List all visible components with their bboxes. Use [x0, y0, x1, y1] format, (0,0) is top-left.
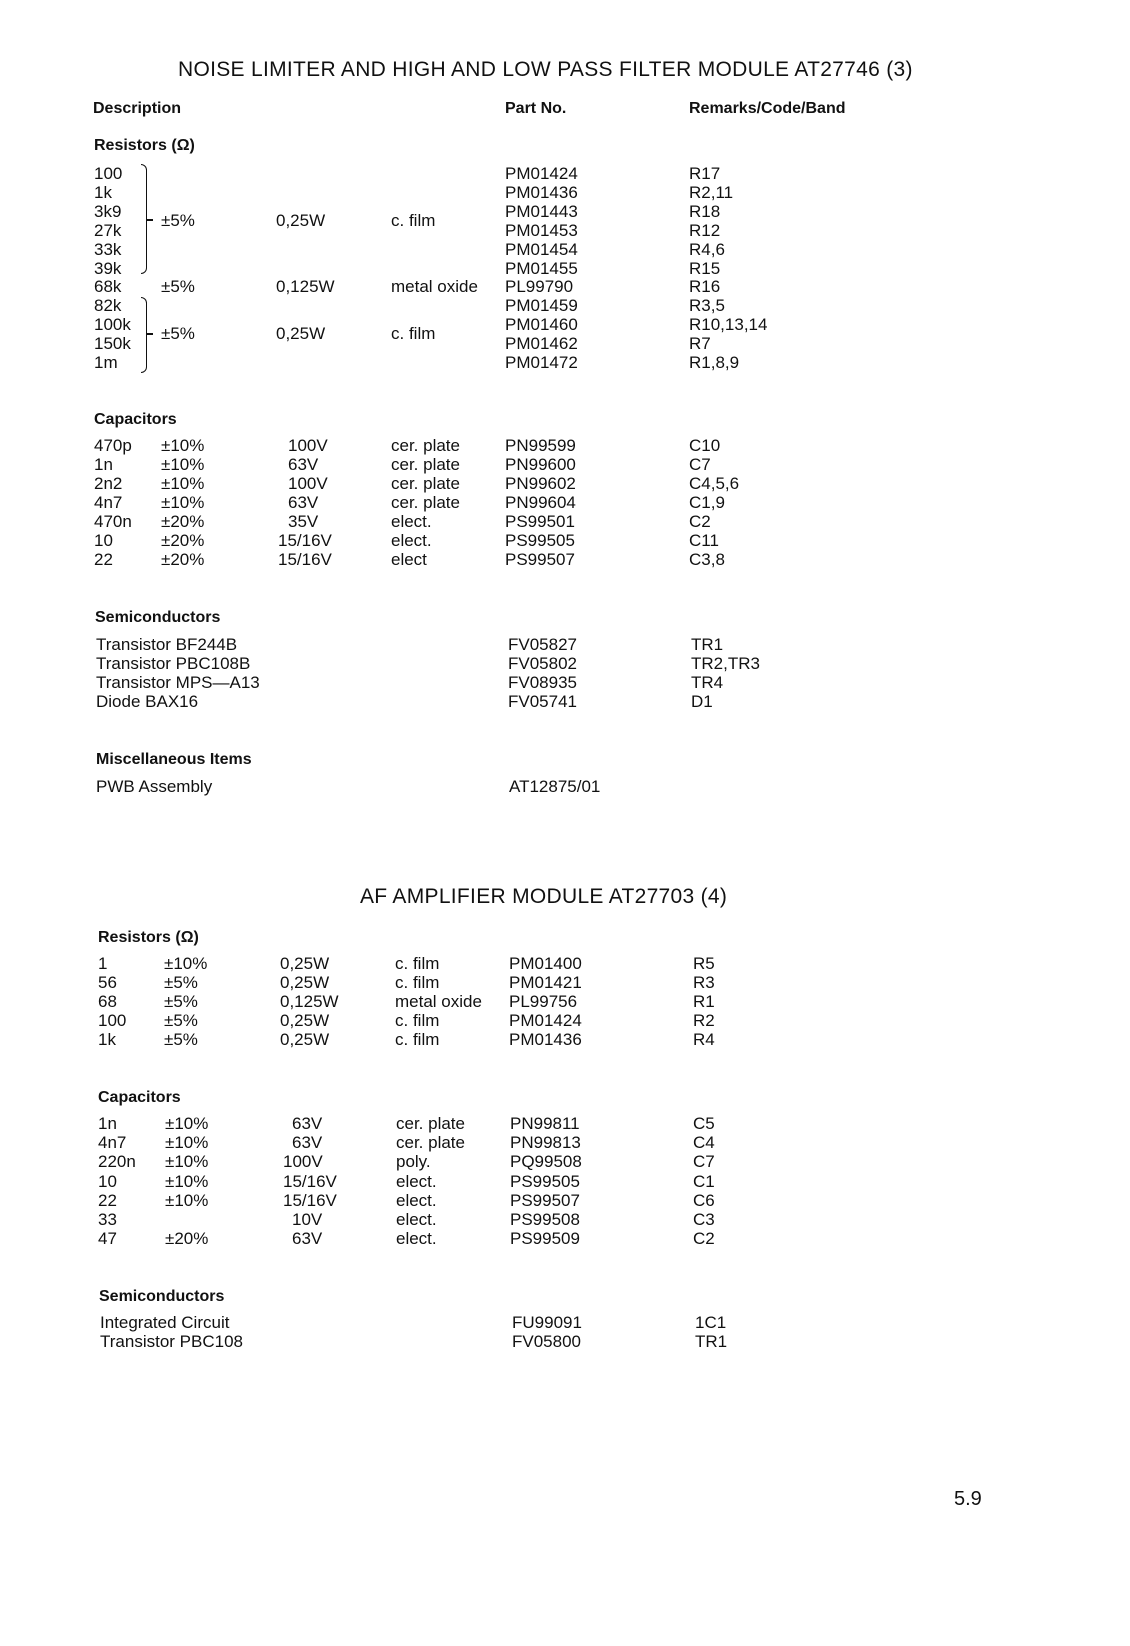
resistor-group-power: 0,125W — [276, 277, 335, 296]
semiconductor-remark: 1C1 — [695, 1313, 727, 1332]
semiconductor-description: Transistor PBC108B — [96, 654, 251, 673]
resistor-remark: R16 — [689, 277, 721, 297]
resistor-cell: c. film — [395, 1011, 440, 1030]
capacitor-cell: PS99501 — [505, 512, 575, 531]
capacitor-cell: cer. plate — [391, 493, 460, 512]
resistor-cell: R3 — [693, 973, 715, 992]
capacitor-cell: PS99505 — [505, 531, 575, 550]
resistor-cell: R4 — [693, 1030, 715, 1049]
capacitor-cell: C3 — [693, 1210, 715, 1229]
resistor-cell: ±5% — [164, 992, 198, 1011]
capacitor-cell: 10V — [292, 1210, 323, 1229]
capacitor-cell: ±20% — [161, 550, 205, 569]
capacitor-cell: cer. plate — [391, 436, 460, 455]
column-header-remarks: Remarks/Code/Band — [689, 100, 846, 117]
capacitor-cell: ±10% — [165, 1152, 209, 1172]
resistor-cell: ±10% — [164, 954, 208, 973]
capacitor-cell: C2 — [689, 512, 711, 531]
section-title: NOISE LIMITER AND HIGH AND LOW PASS FILTER MODULE AT27746 (3) — [178, 58, 913, 81]
semiconductor-part-number: FV05800 — [512, 1332, 581, 1351]
resistor-part-number: PM01453 — [505, 220, 578, 240]
resistor-cell: PL99756 — [509, 992, 578, 1011]
resistor-part-number: PM01472 — [505, 353, 578, 372]
capacitor-cell: elect. — [396, 1171, 437, 1191]
capacitor-cell: elect. — [396, 1190, 437, 1210]
resistor-cell: PM01421 — [509, 973, 582, 992]
semiconductor-part-number: FV05741 — [508, 692, 577, 711]
resistor-cell: 0,25W — [280, 1011, 330, 1030]
resistor-remark: R2,11 — [689, 182, 734, 202]
semiconductor-remark: TR4 — [691, 673, 724, 692]
resistor-cell: R5 — [693, 954, 715, 973]
capacitor-cell: elect. — [396, 1229, 437, 1249]
capacitor-cell: ±10% — [165, 1114, 209, 1133]
capacitor-cell: 63V — [292, 1133, 323, 1153]
resistor-group-tol: ±5% — [161, 211, 195, 230]
resistor-remark: R15 — [689, 258, 721, 278]
capacitors-heading: Capacitors — [98, 1089, 181, 1106]
resistor-part-number: PM01443 — [505, 201, 578, 221]
capacitor-cell: C7 — [689, 455, 711, 474]
semiconductor-description: Transistor PBC108 — [100, 1332, 243, 1351]
capacitor-cell: 35V — [288, 512, 319, 531]
resistors-heading: Resistors (Ω) — [98, 929, 199, 946]
capacitor-cell: poly. — [396, 1152, 431, 1172]
resistor-part-number: PM01424 — [505, 164, 578, 183]
resistor-cell: R1 — [693, 992, 715, 1011]
resistor-group-type: c. film — [391, 324, 436, 343]
resistor-part-number: PM01455 — [505, 258, 578, 278]
resistor-cell: 0,25W — [280, 1030, 330, 1049]
resistor-cell: 0,125W — [280, 992, 339, 1011]
semiconductor-description: Integrated Circuit — [100, 1313, 230, 1332]
resistor-cell: c. film — [395, 1030, 440, 1049]
resistor-group-type: c. film — [391, 211, 436, 230]
capacitor-cell: 15/16V — [278, 531, 332, 550]
resistor-value: 33k — [94, 239, 122, 259]
resistor-group-tol: ±5% — [161, 324, 195, 343]
capacitor-cell: C3,8 — [689, 550, 725, 569]
resistor-remark: R10,13,14 — [689, 315, 768, 335]
resistor-cell: 1 — [98, 954, 108, 973]
resistor-cell: metal oxide — [395, 992, 482, 1011]
misc-heading: Miscellaneous Items — [96, 751, 252, 768]
resistor-part-number: PM01460 — [505, 315, 578, 335]
resistor-value: 82k — [94, 296, 122, 316]
capacitor-cell: 1n — [98, 1114, 117, 1133]
resistor-value: 27k — [94, 220, 122, 240]
capacitor-cell: C4,5,6 — [689, 474, 740, 493]
capacitor-cell: 10 — [98, 1171, 117, 1191]
resistor-cell: 68 — [98, 992, 117, 1011]
resistor-remark: R18 — [689, 201, 721, 221]
capacitor-cell: ±10% — [161, 493, 205, 512]
resistor-remark: R1,8,9 — [689, 353, 740, 372]
capacitor-cell: cer. plate — [396, 1114, 465, 1133]
capacitor-cell: PN99599 — [505, 436, 576, 455]
resistor-group-power: 0,25W — [276, 324, 326, 343]
misc-part-number: AT12875/01 — [509, 777, 601, 796]
semiconductor-part-number: FU99091 — [512, 1313, 582, 1332]
capacitor-cell: 63V — [292, 1229, 323, 1249]
resistor-remark: R4,6 — [689, 239, 725, 259]
resistor-remark: R17 — [689, 164, 721, 183]
semiconductor-description: Transistor MPS—A13 — [96, 673, 260, 692]
capacitor-cell: C11 — [689, 531, 719, 550]
resistor-value: 1k — [94, 182, 112, 202]
resistor-value: 1m — [94, 353, 118, 372]
resistor-cell: PM01424 — [509, 1011, 582, 1030]
resistor-cell: c. film — [395, 954, 440, 973]
resistor-value: 68k — [94, 277, 122, 297]
resistor-cell: 0,25W — [280, 954, 330, 973]
resistor-group-brace-tip — [147, 333, 153, 335]
resistor-group-brace-tip — [147, 219, 153, 221]
capacitor-cell: 63V — [292, 1114, 323, 1133]
capacitor-cell: 22 — [94, 550, 113, 569]
semiconductor-remark: TR1 — [691, 635, 724, 654]
resistor-value: 39k — [94, 258, 122, 278]
resistor-cell: PM01400 — [509, 954, 582, 973]
capacitor-cell: C1,9 — [689, 493, 725, 512]
resistor-value: 3k9 — [94, 201, 122, 221]
semiconductors-heading: Semiconductors — [99, 1288, 225, 1305]
capacitor-cell: PN99604 — [505, 493, 576, 512]
resistor-value: 150k — [94, 334, 131, 354]
column-header-description: Description — [93, 100, 182, 117]
resistor-cell: 1k — [98, 1030, 116, 1049]
resistor-group-power: 0,25W — [276, 211, 326, 230]
resistor-group-type: metal oxide — [391, 277, 478, 296]
capacitor-cell: ±20% — [161, 531, 205, 550]
capacitor-cell: C7 — [693, 1152, 715, 1172]
capacitor-cell: cer. plate — [391, 455, 460, 474]
capacitor-cell: C4 — [693, 1133, 715, 1153]
capacitor-cell: C2 — [693, 1229, 715, 1249]
section-title: AF AMPLIFIER MODULE AT27703 (4) — [360, 885, 728, 908]
capacitor-cell: cer. plate — [391, 474, 460, 493]
semiconductor-part-number: FV05802 — [508, 654, 577, 673]
capacitor-cell: ±10% — [161, 455, 205, 474]
resistor-cell: PM01436 — [509, 1030, 582, 1049]
capacitor-cell: PS99505 — [510, 1171, 580, 1191]
resistor-remark: R7 — [689, 334, 711, 354]
resistor-part-number: PL99790 — [505, 277, 574, 297]
capacitor-cell: 470p — [94, 436, 132, 455]
capacitor-cell: ±10% — [161, 474, 205, 493]
capacitors-heading: Capacitors — [94, 411, 177, 428]
capacitor-cell: 100V — [283, 1152, 323, 1172]
resistor-cell: ±5% — [164, 1011, 198, 1030]
capacitor-cell: 33 — [98, 1210, 117, 1229]
capacitor-cell: C1 — [693, 1171, 715, 1191]
resistor-cell: 100 — [98, 1011, 127, 1030]
capacitor-cell: PS99508 — [510, 1210, 580, 1229]
capacitor-cell: 1n — [94, 455, 113, 474]
capacitor-cell: 4n7 — [94, 493, 123, 512]
capacitor-cell: 10 — [94, 531, 113, 550]
resistor-cell: 0,25W — [280, 973, 330, 992]
capacitor-cell: 4n7 — [98, 1133, 127, 1153]
resistor-part-number: PM01462 — [505, 334, 578, 354]
capacitor-cell: 2n2 — [94, 474, 123, 493]
capacitor-cell: PN99602 — [505, 474, 576, 493]
resistor-part-number: PM01454 — [505, 239, 578, 259]
semiconductor-description: Diode BAX16 — [96, 692, 199, 711]
capacitor-cell: 15/16V — [283, 1171, 337, 1191]
capacitor-cell: elect. — [391, 512, 432, 531]
semiconductor-remark: TR1 — [695, 1332, 728, 1351]
capacitor-cell: elect. — [391, 531, 432, 550]
capacitor-cell: elect. — [396, 1210, 437, 1229]
capacitor-cell: 100V — [288, 474, 328, 493]
capacitor-cell: PS99509 — [510, 1229, 580, 1249]
capacitor-cell: ±10% — [165, 1171, 209, 1191]
semiconductor-description: Transistor BF244B — [96, 635, 238, 654]
capacitor-cell: 100V — [288, 436, 328, 455]
resistor-group-brace — [141, 297, 147, 373]
semiconductor-part-number: FV05827 — [508, 635, 577, 654]
capacitor-cell: ±20% — [165, 1229, 209, 1249]
capacitor-cell: 22 — [98, 1190, 117, 1210]
capacitor-cell: ±20% — [161, 512, 205, 531]
resistor-cell: ±5% — [164, 973, 198, 992]
capacitor-cell: PN99600 — [505, 455, 576, 474]
semiconductor-part-number: FV08935 — [508, 673, 577, 692]
capacitor-cell: ±10% — [161, 436, 205, 455]
capacitor-cell: C6 — [693, 1190, 715, 1210]
capacitor-cell: 63V — [288, 493, 319, 512]
resistors-heading: Resistors (Ω) — [94, 137, 195, 154]
capacitor-cell: 47 — [98, 1229, 117, 1249]
capacitor-cell: PN99813 — [510, 1133, 581, 1153]
misc-description: PWB Assembly — [96, 777, 213, 796]
capacitor-cell: PS99507 — [505, 550, 575, 569]
capacitor-cell: ±10% — [165, 1133, 209, 1153]
resistor-remark: R3,5 — [689, 296, 725, 316]
capacitor-cell: PS99507 — [510, 1190, 580, 1210]
capacitor-cell: PN99811 — [510, 1114, 580, 1133]
resistor-group-tol: ±5% — [161, 277, 195, 296]
capacitor-cell: cer. plate — [396, 1133, 465, 1153]
resistor-part-number: PM01436 — [505, 182, 578, 202]
resistor-cell: ±5% — [164, 1030, 198, 1049]
capacitor-cell: 220n — [98, 1152, 136, 1172]
semiconductors-heading: Semiconductors — [95, 609, 221, 626]
semiconductor-remark: TR2,TR3 — [691, 654, 760, 673]
capacitor-cell: 470n — [94, 512, 132, 531]
resistor-cell: R2 — [693, 1011, 715, 1030]
capacitor-cell: C5 — [693, 1114, 715, 1133]
page-number: 5.9 — [954, 1488, 982, 1510]
semiconductor-remark: D1 — [691, 692, 713, 711]
resistor-remark: R12 — [689, 220, 721, 240]
resistor-cell: 56 — [98, 973, 117, 992]
capacitor-cell: C10 — [689, 436, 721, 455]
capacitor-cell: 15/16V — [278, 550, 332, 569]
capacitor-cell: 63V — [288, 455, 319, 474]
resistor-part-number: PM01459 — [505, 296, 578, 316]
capacitor-cell: ±10% — [165, 1190, 209, 1210]
column-header-part-no: Part No. — [505, 100, 567, 117]
capacitor-cell: 15/16V — [283, 1190, 337, 1210]
resistor-cell: c. film — [395, 973, 440, 992]
resistor-value: 100k — [94, 315, 131, 335]
capacitor-cell: elect — [391, 550, 427, 569]
capacitor-cell: PQ99508 — [510, 1152, 582, 1172]
resistor-value: 100 — [94, 164, 123, 183]
